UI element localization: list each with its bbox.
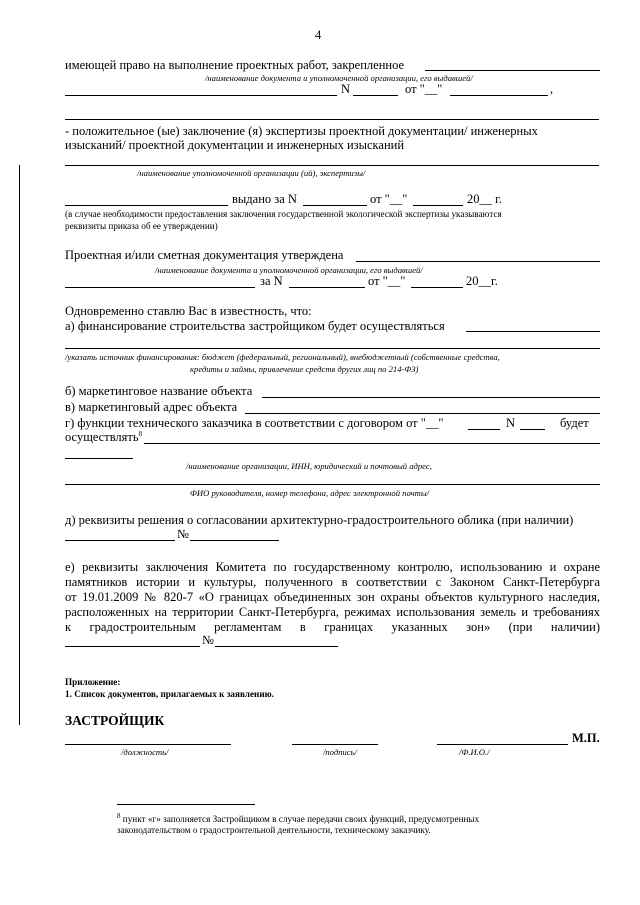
- approval-n-label: за N: [260, 274, 283, 288]
- appendix-title: Приложение:: [65, 677, 121, 687]
- notice-caption-a-2: кредиты и займы, привлечение средств других лиц по 214-ФЗ): [190, 364, 419, 374]
- notice-item-e-3: от 19.01.2009 № 820-7 «О границах объединенных зон охраны объектов культурного наследия,: [65, 590, 600, 604]
- notice-item-e-5: к градостроительным регламентам в границах указанных зон» (при наличии): [65, 620, 600, 634]
- name-caption: /Ф.И.О./: [459, 747, 490, 757]
- notice-caption-g-2: ФИО руководителя, номер телефона, адрес электронной почты/: [190, 488, 430, 498]
- margin-bar: [19, 165, 20, 725]
- project-org-blank[interactable]: [425, 70, 600, 71]
- tech-customer-blank-2[interactable]: [65, 458, 133, 459]
- project-org-date-blank[interactable]: [450, 95, 548, 96]
- approval-prefix-blank[interactable]: [65, 287, 255, 288]
- notice-item-e-n: №: [202, 633, 214, 647]
- footnote-rule: [117, 804, 255, 805]
- notice-item-v: в) маркетинговый адрес объекта: [65, 400, 238, 414]
- name-blank[interactable]: [437, 744, 568, 745]
- appendix-item-1: 1. Список документов, прилагаемых к заявлению.: [65, 689, 274, 699]
- decision-prefix-blank[interactable]: [65, 540, 175, 541]
- expertise-line-1: - положительное (ые) заключение (я) экспертизы проектной документации/ инженерных: [65, 124, 538, 138]
- notice-item-g-2: осуществлять$^8$: [65, 430, 143, 445]
- tech-customer-blank-3[interactable]: [65, 484, 600, 485]
- notice-intro: Одновременно ставлю Вас в известность, что:: [65, 304, 312, 318]
- notice-caption-a-1: /указать источник финансирования: бюджет (федеральный, региональный), внебюджетный (собственные средства,: [65, 352, 500, 362]
- expertise-caption: /наименование уполномоченной организации (ий), экспертизы/: [137, 168, 366, 178]
- project-org-name-blank[interactable]: [65, 95, 337, 96]
- approval-date-blank[interactable]: [411, 287, 463, 288]
- approval-text: Проектная и/или сметная документация утверждена: [65, 248, 344, 262]
- decision-n-blank[interactable]: [190, 540, 279, 541]
- approval-org-blank[interactable]: [356, 261, 600, 262]
- expertise-note-2: реквизиты приказа об ее утверждении): [65, 221, 218, 231]
- expertise-date-blank[interactable]: [413, 205, 463, 206]
- expertise-issued-label: выдано за N: [232, 192, 297, 206]
- page-number: 4: [315, 28, 322, 42]
- footnote-line-1: $^8$ пункт «г» заполняется Застройщиком в случае передачи своих функций, предусмотренных: [117, 812, 480, 825]
- notice-item-g-1b: будет: [560, 416, 589, 430]
- project-org-comma: ,: [550, 82, 554, 96]
- project-org-n-label: N: [341, 82, 351, 96]
- conclusion-prefix-blank[interactable]: [65, 646, 200, 647]
- approval-n-blank[interactable]: [289, 287, 365, 288]
- notice-item-e-2: памятников истории и культуры, полученного в соответствии с Законом Санкт-Петербурга: [65, 575, 600, 589]
- footnote-ref-8: 8: [138, 430, 143, 438]
- conclusion-n-blank[interactable]: [215, 646, 338, 647]
- footnote-line-2: законодательством о градостроительной деятельности, техническому заказчику.: [117, 825, 431, 835]
- expertise-top-rule: [65, 119, 599, 120]
- expertise-from-label: от "__": [370, 192, 408, 206]
- project-org-from-label: от "__": [405, 82, 443, 96]
- sign-blank[interactable]: [292, 744, 378, 745]
- notice-item-g-1a: г) функции технического заказчика в соответствии с договором от "__": [65, 416, 444, 430]
- project-org-caption: /наименование документа и уполномоченной организации, его выдавшей/: [205, 73, 473, 83]
- notice-item-e-4: расположенных на территории Санкт-Петербурга, режимах использования земель и требованиях: [65, 605, 600, 619]
- financing-blank[interactable]: [466, 331, 600, 332]
- marketing-address-blank[interactable]: [245, 413, 600, 414]
- tech-customer-blank[interactable]: [144, 443, 600, 444]
- footnote-mark: 8: [117, 812, 121, 820]
- project-org-n-blank[interactable]: [353, 95, 398, 96]
- project-org-text: имеющей право на выполнение проектных работ, закрепленное: [65, 58, 405, 72]
- sign-caption: /подпись/: [323, 747, 357, 757]
- position-caption: /должность/: [121, 747, 169, 757]
- approval-caption: /наименование документа и уполномоченной организации, его выдавшей/: [155, 265, 423, 275]
- expertise-org-blank[interactable]: [65, 165, 599, 166]
- contract-n-blank[interactable]: [520, 429, 545, 430]
- notice-item-g-1n: N: [506, 416, 516, 430]
- expertise-line-2: изысканий/ проектной документации и инженерных изысканий: [65, 138, 405, 152]
- notice-item-b: б) маркетинговое название объекта: [65, 384, 253, 398]
- expertise-note-1: (в случае необходимости предоставления заключения государственной экологической экспертизы указываются: [65, 209, 502, 219]
- notice-caption-g-1: /наименование организации, ИНН, юридический и почтовый адрес,: [186, 461, 432, 471]
- expertise-year-label: 20__ г.: [467, 192, 502, 206]
- contract-date-blank[interactable]: [468, 429, 500, 430]
- approval-year-label: 20__г.: [466, 274, 498, 288]
- notice-item-d: д) реквизиты решения о согласовании архитектурно-градостроительного облика (при наличии): [65, 513, 574, 527]
- notice-item-e-1: е) реквизиты заключения Комитета по государственному контролю, использованию и охране: [65, 560, 600, 574]
- signature-title: ЗАСТРОЙЩИК: [65, 713, 165, 728]
- position-blank[interactable]: [65, 744, 231, 745]
- marketing-name-blank[interactable]: [262, 397, 600, 398]
- notice-item-a: а) финансирование строительства застройщиком будет осуществляться: [65, 319, 445, 333]
- notice-item-d-n: №: [177, 527, 189, 541]
- expertise-n-blank[interactable]: [303, 205, 367, 206]
- mp-label: М.П.: [572, 731, 600, 745]
- approval-from-label: от "__": [368, 274, 406, 288]
- financing-source-blank[interactable]: [65, 348, 600, 349]
- expertise-prefix-blank[interactable]: [65, 205, 228, 206]
